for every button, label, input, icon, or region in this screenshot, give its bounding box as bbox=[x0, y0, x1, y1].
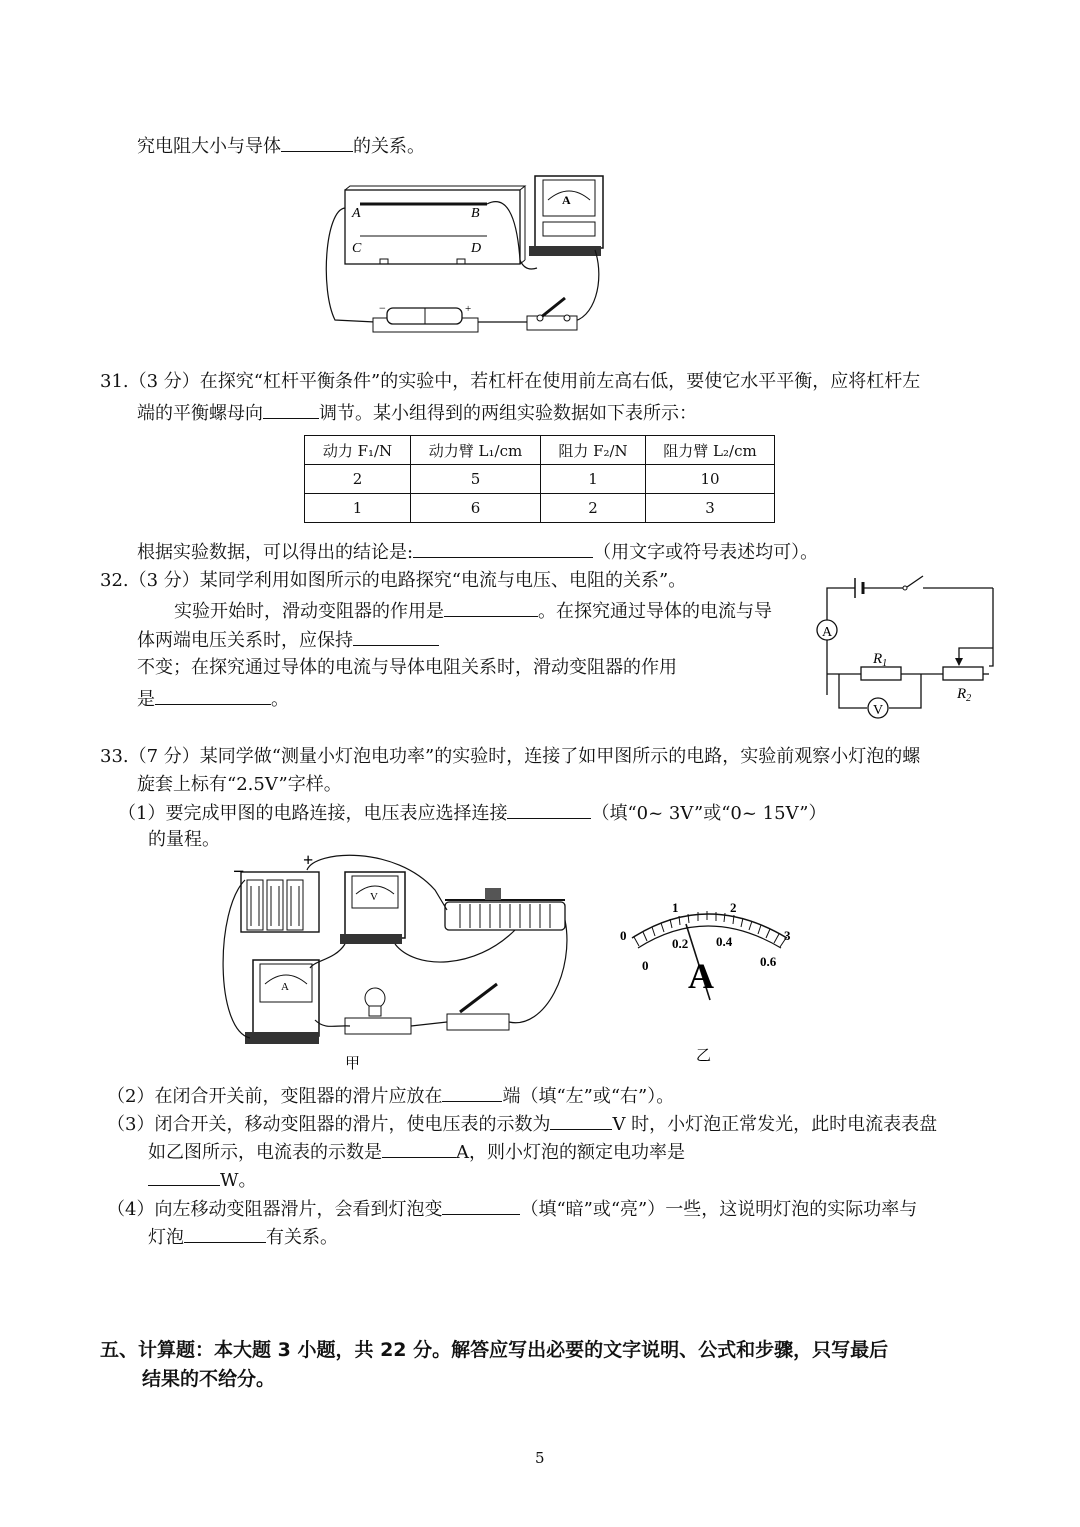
table-cell: 2 bbox=[541, 494, 646, 523]
jia-battery-plus: + bbox=[303, 850, 314, 870]
fig-jia-label: 甲 bbox=[345, 1056, 361, 1072]
table-header-cell: 动力臂 L₁/cm bbox=[411, 436, 541, 465]
q33-blank-voltage[interactable] bbox=[550, 1111, 612, 1130]
q33-part3-line3: W。 bbox=[148, 1167, 257, 1193]
dial-unit: A bbox=[688, 956, 714, 996]
dial-top-tick-0: 0 bbox=[620, 928, 627, 943]
q33-part3-line2: 如乙图所示，电流表的示数是 A，则小灯泡的额定电功率是 bbox=[148, 1139, 685, 1165]
q33-part3: （3）闭合开关，移动变阻器的滑片，使电压表的示数为 V 时，小灯泡正常发光，此时电流表表盘 bbox=[107, 1111, 937, 1137]
section5-heading-line2: 结果的不给分。 bbox=[142, 1368, 276, 1390]
q32-blank-role1[interactable] bbox=[444, 598, 538, 617]
table-header-cell: 动力 F₁/N bbox=[305, 436, 411, 465]
table-cell: 5 bbox=[411, 465, 541, 494]
q32-blank-keep[interactable] bbox=[353, 627, 439, 646]
battery-plus: + bbox=[465, 303, 472, 315]
dial-bottom-tick-0: 0 bbox=[642, 958, 649, 973]
table-cell: 2 bbox=[305, 465, 411, 494]
q33-part4: （4）向左移动变阻器滑片，会看到灯泡变 （填“暗”或“亮”）一些，这说明灯泡的实际功率与 bbox=[107, 1196, 917, 1222]
q33-blank-factor[interactable] bbox=[184, 1224, 266, 1243]
dial-top-tick-1: 1 bbox=[672, 900, 679, 915]
table-cell: 1 bbox=[305, 494, 411, 523]
q32-line5: 是 。 bbox=[137, 686, 289, 712]
q33-blank-range[interactable] bbox=[507, 800, 591, 819]
jia-ammeter-label: A bbox=[281, 981, 289, 993]
page-number: 5 bbox=[535, 1449, 545, 1467]
q32-ammeter-label: A bbox=[822, 625, 833, 640]
jia-battery-minus: − bbox=[233, 861, 245, 883]
table-header-cell: 阻力 F₂/N bbox=[541, 436, 646, 465]
q30-figure bbox=[315, 170, 620, 345]
q31-blank-direction[interactable] bbox=[263, 400, 319, 419]
dial-top-tick-3: 3 bbox=[784, 928, 791, 943]
battery-minus: − bbox=[379, 301, 386, 315]
q31-data-table bbox=[304, 435, 775, 523]
dial-top-tick-2: 2 bbox=[730, 900, 737, 915]
q30-ammeter-label: A bbox=[562, 193, 571, 207]
label-d: D bbox=[471, 241, 482, 256]
q31-line1: 31.（3 分）在探究“杠杆平衡条件”的实验中，若杠杆在使用前左高右低，要使它水平平衡，应将杠杆左 bbox=[100, 371, 921, 392]
dial-bottom-tick-3: 0.6 bbox=[760, 954, 777, 969]
table-header-cell: 阻力臂 L₂/cm bbox=[646, 436, 775, 465]
q33-figure-yi bbox=[612, 890, 802, 1065]
q32-line3: 体两端电压关系时，应保持 bbox=[137, 627, 439, 653]
table-header-row bbox=[305, 436, 775, 465]
q33-line1: 33.（7 分）某同学做“测量小灯泡电功率”的实验时，连接了如甲图所示的电路，实验前观察小灯泡的螺 bbox=[100, 746, 921, 767]
q33-line2: 旋套上标有“2.5V”字样。 bbox=[137, 774, 342, 795]
jia-voltmeter-label: V bbox=[370, 891, 378, 903]
q32-line4: 不变；在探究通过导体的电流与导体电阻关系时，滑动变阻器的作用 bbox=[137, 657, 677, 678]
q32-circuit-diagram bbox=[815, 570, 1005, 722]
resistor-r1 bbox=[861, 667, 901, 680]
table-row bbox=[305, 465, 775, 494]
label-c: C bbox=[352, 241, 362, 256]
q33-part2: （2）在闭合开关前，变阻器的滑片应放在 端（填“左”或“右”）。 bbox=[107, 1083, 674, 1109]
q33-part4-line2: 灯泡 有关系。 bbox=[148, 1224, 338, 1250]
q33-figure-jia bbox=[215, 850, 585, 1080]
q31-conclusion: 根据实验数据，可以得出的结论是: （用文字或符号表述均可）。 bbox=[137, 539, 818, 565]
q33-part1: （1）要完成甲图的电路连接，电压表应选择连接 （填“0~ 3V”或“0~ 15V”） bbox=[118, 800, 826, 826]
q33-blank-brightness[interactable] bbox=[442, 1196, 520, 1215]
fig-yi-label: 乙 bbox=[696, 1048, 712, 1064]
table-cell: 3 bbox=[646, 494, 775, 523]
q33-blank-power[interactable] bbox=[148, 1167, 220, 1186]
q31-blank-conclusion[interactable] bbox=[413, 539, 593, 558]
q33-part1-line2: 的量程。 bbox=[148, 829, 220, 850]
dial-bottom-tick-2: 0.4 bbox=[716, 934, 733, 949]
label-b: B bbox=[471, 206, 480, 221]
q33-blank-current[interactable] bbox=[382, 1139, 456, 1158]
q32-line1: 32.（3 分）某同学利用如图所示的电路探究“电流与电压、电阻的关系”。 bbox=[100, 570, 687, 591]
q30-text: 究电阻大小与导体 的关系。 bbox=[137, 133, 425, 159]
q32-blank-role2[interactable] bbox=[155, 686, 271, 705]
q32-voltmeter-label: V bbox=[873, 703, 884, 718]
q32-line2: 实验开始时，滑动变阻器的作用是 。在探究通过导体的电流与导 bbox=[174, 598, 772, 624]
resistor-r2 bbox=[943, 667, 983, 680]
table-row bbox=[305, 494, 775, 523]
q30-blank[interactable] bbox=[281, 133, 353, 152]
label-a: A bbox=[352, 206, 361, 221]
table-cell: 6 bbox=[411, 494, 541, 523]
q32-r2-label: $R_2$ bbox=[957, 686, 972, 704]
section5-heading: 五、计算题：本大题 3 小题，共 22 分。解答应写出必要的文字说明、公式和步骤，只写最后 bbox=[100, 1339, 889, 1361]
table-cell: 1 bbox=[541, 465, 646, 494]
dial-bottom-tick-1: 0.2 bbox=[672, 936, 689, 951]
q32-r1-label: $R_1$ bbox=[873, 651, 888, 669]
q33-blank-slider-end[interactable] bbox=[442, 1083, 502, 1102]
table-cell: 10 bbox=[646, 465, 775, 494]
q31-line2: 端的平衡螺母向 调节。某小组得到的两组实验数据如下表所示： bbox=[137, 400, 697, 426]
